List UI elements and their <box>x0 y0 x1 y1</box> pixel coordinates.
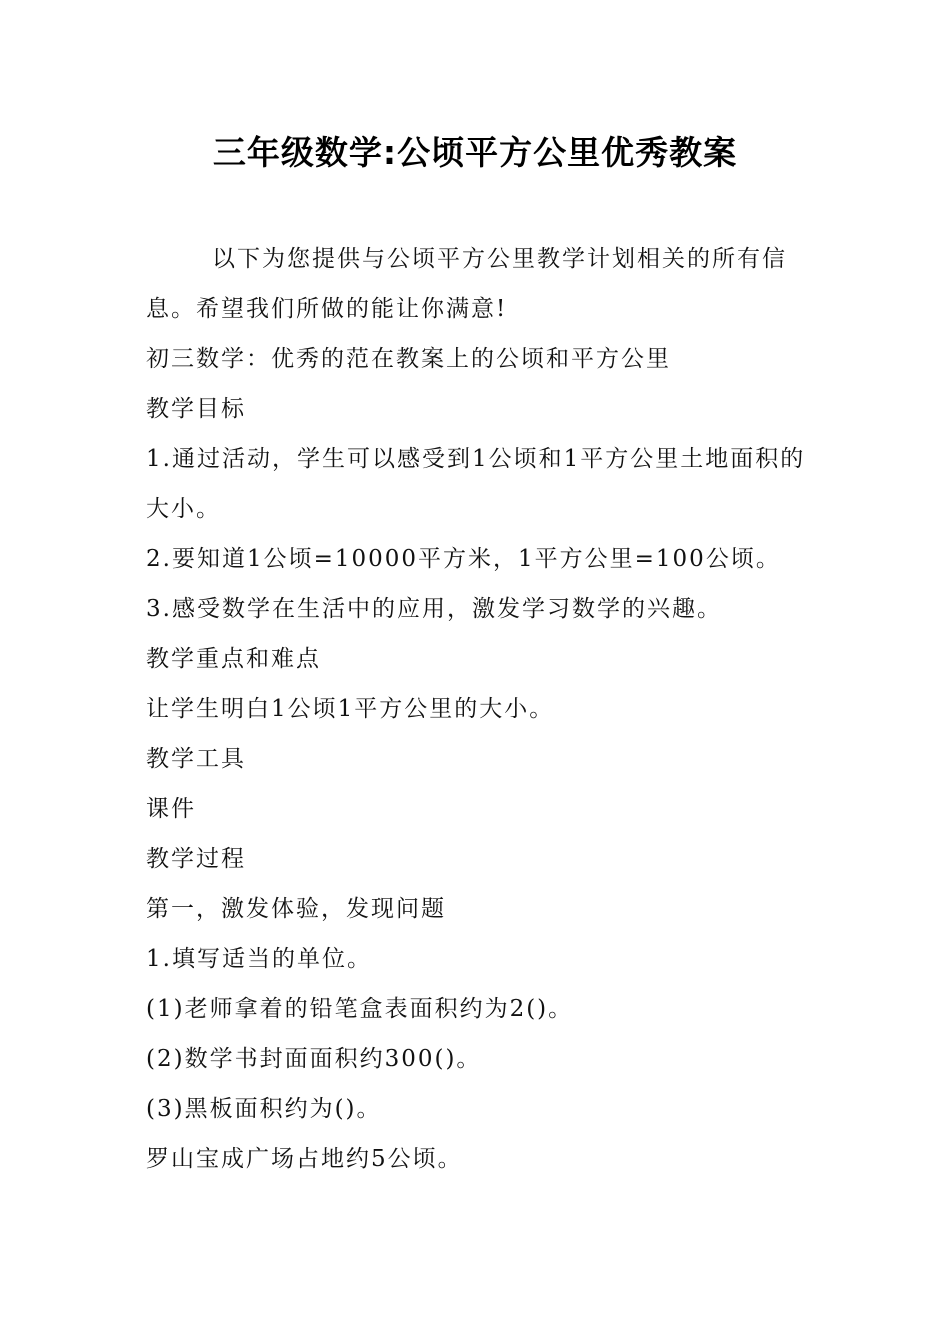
key-points-text: 让学生明白1公顷1平方公里的大小。 <box>146 696 555 722</box>
exercise-item-3: (3)黑板面积约为()。 <box>146 1096 382 1122</box>
objective-item-3: 3.感受数学在生活中的应用，激发学习数学的兴趣。 <box>146 596 722 622</box>
section-heading-key-points: 教学重点和难点 <box>146 646 321 672</box>
subtitle-line: 初三数学：优秀的范在教案上的公顷和平方公里 <box>146 346 671 372</box>
exercise-item-2: (2)数学书封面面积约300()。 <box>146 1046 482 1072</box>
section-heading-objectives: 教学目标 <box>146 396 246 422</box>
objective-item-1: 1.通过活动，学生可以感受到1公顷和1平方公里土地面积的大小。 <box>146 446 806 522</box>
exercise-heading: 1.填写适当的单位。 <box>146 946 372 972</box>
document-body <box>146 234 810 1184</box>
section-heading-tools: 教学工具 <box>146 746 246 772</box>
intro-paragraph: 以下为您提供与公顷平方公里教学计划相关的所有信息。希望我们所做的能让你满意! <box>146 246 787 322</box>
example-line: 罗山宝成广场占地约5公顷。 <box>146 1146 463 1172</box>
exercise-item-1: (1)老师拿着的铅笔盒表面积约为2()。 <box>146 996 574 1022</box>
section-heading-process: 教学过程 <box>146 846 246 872</box>
objective-item-2: 2.要知道1公顷=10000平方米，1平方公里=100公顷。 <box>146 546 781 572</box>
document-title: 三年级数学:公顷平方公里优秀教案 <box>212 133 738 172</box>
tools-text: 课件 <box>146 796 196 822</box>
process-step-heading: 第一，激发体验，发现问题 <box>146 896 446 922</box>
